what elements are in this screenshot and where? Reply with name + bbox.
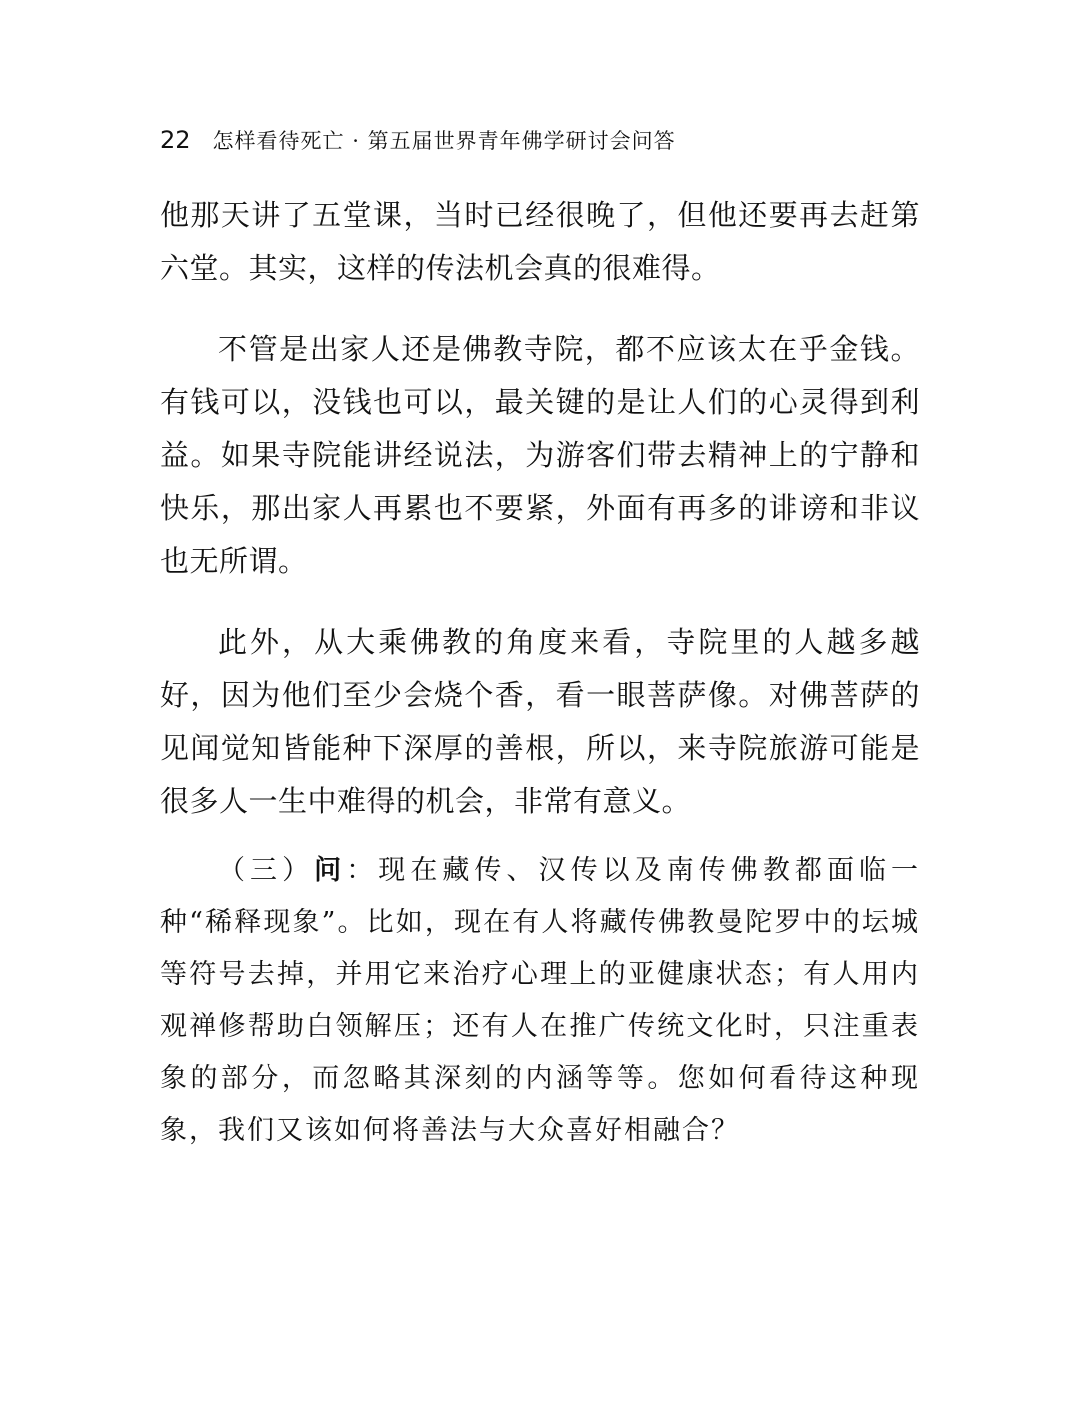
question-section [160, 845, 920, 1157]
answer-paragraph-2: 不管是出家人还是佛教寺院，都不应该太在乎金钱。有钱可以，没钱也可以，最关键的是让人们的心灵得到利益。如果寺院能讲经说法，为游客们带去精神上的宁静和快乐，那出家人再累也不要紧，外面有再多的诽谤和非议也无所谓。 [160, 332, 920, 578]
answer-paragraph-3: 此外，从大乘佛教的角度来看，寺院里的人越多越好，因为他们至少会烧个香，看一眼菩萨像。对佛菩萨的见闻觉知皆能种下深厚的善根，所以，来寺院旅游可能是很多人一生中难得的机会，非常有意义。 [160, 625, 920, 818]
running-header [160, 122, 920, 158]
question-paragraph [160, 845, 920, 1157]
question-text: 现在藏传、汉传以及南传佛教都面临一种“稀释现象”。比如，现在有人将藏传佛教曼陀罗中的坛城等符号去掉，并用它来治疗心理上的亚健康状态；有人用内观禅修帮助白领解压；还有人在推广传统文化时，只注重表象的部分，而忽略其深刻的内涵等等。您如何看待这种现象，我们又该如何将善法与大众喜好相融合？ [160, 855, 921, 1146]
page-number: 22 [160, 126, 191, 154]
question-colon: ： [346, 855, 379, 886]
header-title: 怎样看待死亡 · 第五届世界青年佛学研讨会问答 [212, 129, 676, 153]
question-label: 问 [314, 855, 347, 886]
question-number: （三） [218, 855, 315, 886]
answer-paragraph-1: 他那天讲了五堂课，当时已经很晚了，但他还要再去赶第六堂。其实，这样的传法机会真的很难得。 [160, 198, 920, 285]
answer-text [160, 189, 920, 828]
